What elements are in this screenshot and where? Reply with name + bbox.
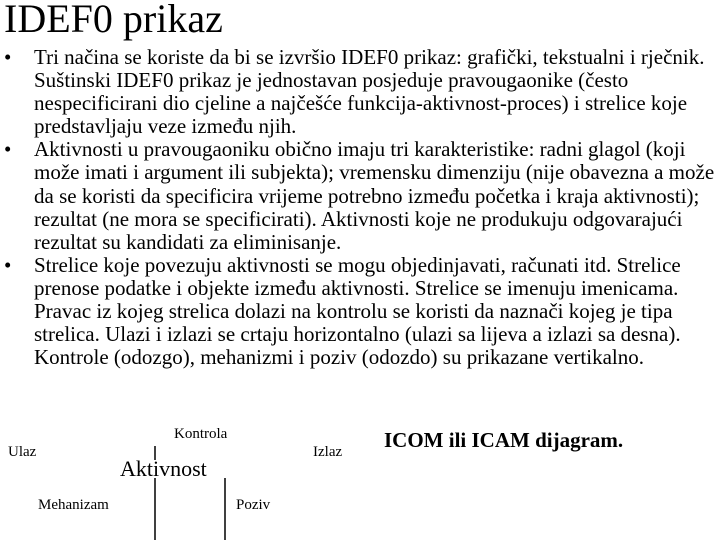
bullet-item — [4, 138, 716, 253]
icom-diagram — [0, 420, 720, 540]
call-label: Poziv — [236, 497, 271, 513]
mechanism-label: Mehanizam — [38, 497, 109, 513]
diagram-caption: ICOM ili ICAM dijagram. — [384, 428, 624, 452]
output-label: Izlaz — [313, 444, 343, 460]
bullet-text: Tri načina se koriste da bi se izvršio IDEF0 prikaz: grafički, tekstualni i rječnik. Suštinski IDEF0 prikaz je jednostavan posjeduje pravougaonike (često nespecificirani dio cjeline a najčešće funkcija-aktivnost-proces) i strelice koje predstavljaju veze između njih. — [34, 45, 705, 139]
bullet-symbol: • — [4, 137, 12, 162]
slide-title: IDEF0 prikaz — [4, 0, 223, 41]
control-label: Kontrola — [174, 426, 228, 442]
bullet-item — [4, 46, 716, 138]
input-label: Ulaz — [8, 444, 37, 460]
activity-label: Aktivnost — [120, 456, 207, 481]
bullet-symbol: • — [4, 45, 12, 69]
bullet-symbol: • — [4, 252, 12, 277]
bullet-text: Aktivnosti u pravougaoniku obično imaju tri karakteristike: radni glagol (koji može imati i argument ili subjekta); vremensku dimenziju (nije obavezna a može da se koristi da specificira vrijeme potrebno između početka i kraja aktivnosti); rezultat (ne mora se specificirati). Aktivnosti koje ne produkuju odgovarajući rezultat su kandidati za eliminisanje. — [34, 137, 715, 254]
bullet-text: Strelice koje povezuju aktivnosti se mogu objedinjavati, računati itd. Strelice prenose podatke i objekte između aktivnosti. Strelice se imenuju imenicama. Pravac iz kojeg strelica dolazi na kontrolu se koristi da naznači kojeg je tipa strelica. Ulazi i izlazi se crtaju horizontalno (ulazi sa lijeva a izlazi sa desna). Kontrole (odozgo), mehanizmi i poziv (odozdo) su prikazane vertikalno. — [34, 252, 681, 370]
bullet-item — [4, 254, 716, 369]
bullet-list — [4, 46, 716, 369]
